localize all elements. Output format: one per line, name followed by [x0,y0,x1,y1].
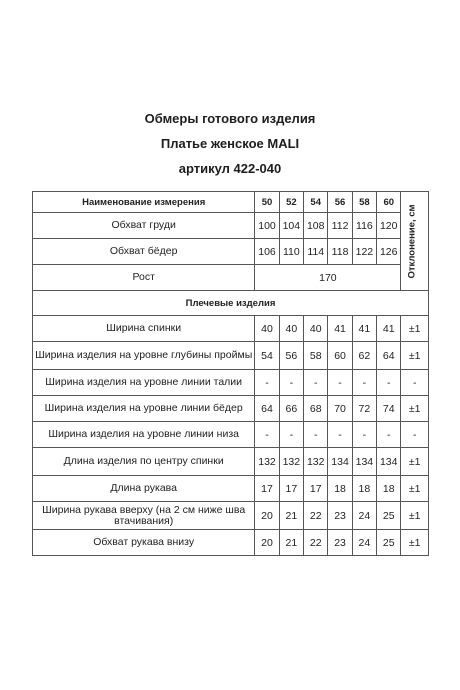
cell-value: - [279,422,303,448]
cell-value: 110 [279,239,303,265]
cell-value: 24 [352,502,376,530]
cell-value: 132 [279,448,303,476]
cell-value: 70 [328,396,352,422]
row-name: Ширина изделия на уровне линии бёдер [33,396,255,422]
cell-deviation: ±1 [401,342,429,370]
row-name: Рост [33,265,255,291]
cell-value: 126 [377,239,401,265]
table-row [33,239,429,265]
cell-value: 40 [279,316,303,342]
cell-deviation: ±1 [401,530,429,556]
header-size: 50 [255,192,279,213]
cell-value: 56 [279,342,303,370]
cell-value: 54 [255,342,279,370]
cell-value: - [255,370,279,396]
cell-value: 40 [304,316,328,342]
cell-value: 100 [255,213,279,239]
header-measurement-name: Наименование измерения [33,192,255,213]
cell-value: 17 [279,476,303,502]
table-header-row [33,192,429,213]
cell-value: 17 [304,476,328,502]
cell-deviation: ±1 [401,476,429,502]
table-row [33,213,429,239]
cell-deviation: ±1 [401,316,429,342]
cell-value: 20 [255,502,279,530]
row-name: Ширина спинки [33,316,255,342]
title-line-2: Платье женское MALI [160,136,300,151]
cell-value: 22 [304,502,328,530]
cell-value: 40 [255,316,279,342]
cell-value: 114 [304,239,328,265]
table-row [33,396,429,422]
cell-value: 74 [377,396,401,422]
deviation-label: Отклонение, см [406,203,418,279]
cell-value: 72 [352,396,376,422]
cell-value: 104 [279,213,303,239]
cell-value: - [304,370,328,396]
table-row [33,342,429,370]
row-name: Длина рукава [33,476,255,502]
title-line-1: Обмеры готового изделия [144,111,316,126]
header-deviation [401,192,429,291]
cell-deviation: ±1 [401,396,429,422]
header-size: 56 [328,192,352,213]
cell-value: 134 [328,448,352,476]
row-name: Обхват бёдер [33,239,255,265]
cell-value: 41 [352,316,376,342]
row-name: Обхват рукава внизу [33,530,255,556]
document-title [0,106,460,181]
row-name: Ширина рукава вверху (на 2 см ниже шва втачивания) [33,502,255,530]
cell-deviation: - [401,422,429,448]
section-title: Плечевые изделия [33,291,429,316]
table-row [33,502,429,530]
cell-value: 18 [352,476,376,502]
cell-value: - [328,422,352,448]
row-name: Ширина изделия на уровне линии талии [33,370,255,396]
cell-value: - [304,422,328,448]
cell-value: 60 [328,342,352,370]
measurements-table [32,191,429,556]
header-size: 52 [279,192,303,213]
cell-value: 23 [328,530,352,556]
title-line-3: артикул 422-040 [178,161,282,176]
cell-value: 25 [377,530,401,556]
cell-value: 120 [377,213,401,239]
row-name: Ширина изделия на уровне линии низа [33,422,255,448]
header-size: 54 [304,192,328,213]
cell-value: 122 [352,239,376,265]
cell-value: 116 [352,213,376,239]
cell-value: 23 [328,502,352,530]
cell-value: 17 [255,476,279,502]
cell-value: 20 [255,530,279,556]
cell-value: - [377,370,401,396]
table-row [33,370,429,396]
header-size: 58 [352,192,376,213]
cell-value: 18 [328,476,352,502]
cell-value: 132 [255,448,279,476]
row-name: Обхват груди [33,213,255,239]
cell-value: - [377,422,401,448]
cell-deviation: - [401,370,429,396]
table-row [33,422,429,448]
table-row [33,316,429,342]
cell-value: 68 [304,396,328,422]
section-row [33,291,429,316]
cell-value: 21 [279,530,303,556]
header-size: 60 [377,192,401,213]
cell-value: - [352,422,376,448]
cell-value: 112 [328,213,352,239]
cell-value: 41 [377,316,401,342]
cell-value-height: 170 [255,265,401,291]
cell-value: 64 [255,396,279,422]
row-name: Длина изделия по центру спинки [33,448,255,476]
cell-value: 66 [279,396,303,422]
table-row [33,448,429,476]
cell-value: 118 [328,239,352,265]
cell-deviation: ±1 [401,502,429,530]
cell-value: 25 [377,502,401,530]
cell-value: 106 [255,239,279,265]
cell-value: 18 [377,476,401,502]
cell-value: 132 [304,448,328,476]
cell-deviation: ±1 [401,448,429,476]
table-row [33,476,429,502]
table-row-height [33,265,429,291]
cell-value: - [255,422,279,448]
cell-value: - [328,370,352,396]
cell-value: 41 [328,316,352,342]
table-row [33,530,429,556]
row-name: Ширина изделия на уровне глубины проймы [33,342,255,370]
cell-value: 62 [352,342,376,370]
cell-value: 134 [352,448,376,476]
cell-value: 21 [279,502,303,530]
cell-value: 24 [352,530,376,556]
cell-value: - [352,370,376,396]
cell-value: 108 [304,213,328,239]
cell-value: 64 [377,342,401,370]
cell-value: - [279,370,303,396]
cell-value: 58 [304,342,328,370]
cell-value: 22 [304,530,328,556]
cell-value: 134 [377,448,401,476]
